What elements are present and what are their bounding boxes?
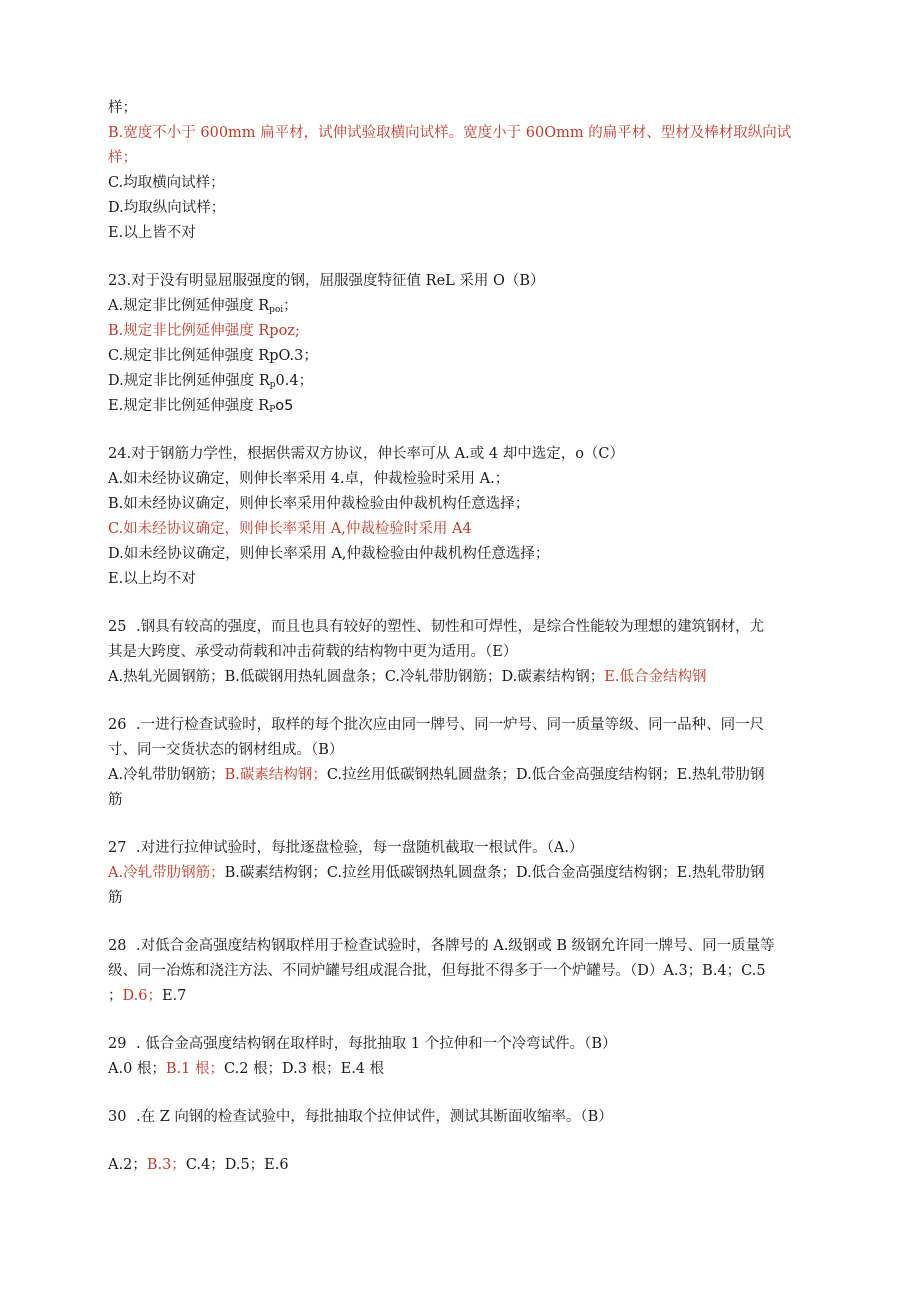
q22-option-a-continuation: 样； [108, 100, 137, 116]
q27-options-continuation: 筋 [108, 890, 123, 906]
q25-stem-line1: 25 .钢具有较高的强度，而且也具有较好的塑性、韧性和可焊性，是综合性能较为理想的建筑钢材，尤 [108, 615, 813, 640]
q29-answer: B.1 根； [165, 1061, 225, 1077]
q30-options: A.2；B.3；C.4；D.5；E.6 [108, 1157, 289, 1173]
q23-option-c: C.规定非比例延伸强度 RpO.3； [108, 348, 318, 364]
q30-number: 30 [108, 1109, 127, 1125]
q26-number: 26 [108, 717, 127, 733]
q24-option-b: B.如未经协议确定，则伸长率采用仲裁检验由仲裁机构任意选择； [108, 496, 530, 512]
document-page [108, 96, 813, 1178]
q24-option-a: A.如未经协议确定，则伸长率采用 4.卓，仲裁检验时采用 A.； [108, 471, 510, 487]
q22-option-e: E.以上皆不对 [108, 225, 196, 241]
q22-option-b-answer-line2: 样； [108, 150, 137, 166]
q26-stem-line2: 寸、同一交货状态的钢材组成。（B） [108, 742, 344, 758]
q29-number: 29 [108, 1036, 127, 1052]
q25-stem-line2: 其是大跨度、承受动荷载和冲击荷载的结构物中更为适用。（E） [108, 644, 518, 660]
q27-options: A.冷轧带肋钢筋；B.碳素结构钢；C.拉丝用低碳钢热轧圆盘条；D.低合金高强度结构钢；E.热轧带肋钢 [108, 865, 765, 881]
q26-options: A.冷轧带肋钢筋；B.碳素结构钢；C.拉丝用低碳钢热轧圆盘条；D.低合金高强度结构钢；E.热轧带肋钢 [108, 767, 765, 783]
q25-answer: E.低合金结构钢 [604, 669, 707, 685]
q27-number: 27 [108, 840, 127, 856]
q28-options-line3: ；D.6；E.7 [108, 988, 187, 1004]
q22-option-c: C.均取横向试样； [108, 175, 225, 191]
q24-option-c-answer: C.如未经协议确定，则伸长率采用 A,仲裁检验时采用 A4 [108, 521, 472, 537]
q25-options: A.热轧光圆钢筋；B.低碳钢用热轧圆盘条；C.冷轧带肋钢筋；D.碳素结构钢；E.低合金结构钢 [108, 669, 707, 685]
q23-stem: 23.对于没有明显屈服强度的钢，屈服强度特征值 ReL 采用 O（B） [108, 273, 545, 289]
q28-stem-line1: 28 .对低合金高强度结构钢取样用于检查试验时，各牌号的 A.级钢或 B 级钢允许同一牌号、同一质量等 [108, 934, 813, 959]
q23-option-e: E.规定非比例延伸强度 $R_Po5$ [108, 398, 294, 415]
q22-option-b-answer-line1: B.宽度不小于 600mm 扁平材，试伸试验取横向试样。宽度小于 60Omm 的扁平材、型材及棒材取纵向试 [108, 125, 792, 141]
q29-options: A.0 根；B.1 根；C.2 根；D.3 根；E.4 根 [108, 1061, 385, 1077]
q30-answer: B.3； [146, 1157, 186, 1173]
q24-stem: 24.对于钢筋力学性，根据供需双方协议，伸长率可从 A.或 4 却中选定，o（C） [108, 446, 625, 462]
q26-options-continuation: 筋 [108, 792, 123, 808]
q28-answer: D.6； [122, 988, 162, 1004]
q29-stem: 29 . 低合金高强度结构钢在取样时，每批抽取 1 个拉伸和一个冷弯试件。（B） [108, 1032, 813, 1057]
q23-option-d: D.规定非比例延伸强度 $R_p0.4$； [108, 373, 314, 390]
q27-answer: A.冷轧带肋钢筋； [108, 865, 225, 881]
q26-answer: B.碳素结构钢； [224, 767, 327, 783]
q23-option-a: A.规定非比例延伸强度 $R_{poi}$； [108, 298, 298, 315]
q30-stem: 30 .在 Z 向钢的检查试验中，每批抽取个拉伸试件，测试其断面收缩率。（B） [108, 1105, 813, 1130]
q26-stem-line1: 26 .一进行检查试验时，取样的每个批次应由同一牌号、同一炉号、同一质量等级、同一品种、同一尺 [108, 713, 813, 738]
q23-option-b-answer: B.规定非比例延伸强度 Rpoz; [108, 323, 300, 339]
q22-option-d: D.均取纵向试样； [108, 200, 226, 216]
q24-option-e: E.以上均不对 [108, 571, 196, 587]
q28-stem-line2: 级、同一冶炼和浇注方法、不同炉罐号组成混合批，但每批不得多于一个炉罐号。（D）A.3；B.4；C.5 [108, 963, 766, 979]
q28-number: 28 [108, 938, 127, 954]
q25-number: 25 [108, 619, 127, 635]
q27-stem: 27 .对进行拉伸试验时，每批逐盘检验，每一盘随机截取一根试件。（A.） [108, 836, 813, 861]
q24-option-d: D.如未经协议确定，则伸长率采用 A,仲裁检验由仲裁机构任意选择； [108, 546, 550, 562]
